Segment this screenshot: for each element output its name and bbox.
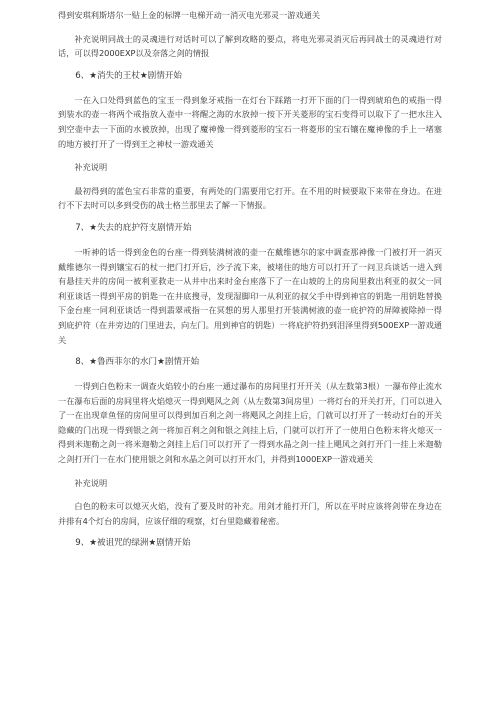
section-6-body [58, 93, 442, 151]
section-7 [58, 222, 442, 235]
note-label-2: 补充说明 [74, 477, 108, 488]
paragraph-6: 一得到白色粉末一调查火焰较小的台座一通过瀑布的房间里打开开关（从左数第3根）一瀑布停止流水一在瀑布后面的房间里将火焰熄灭一得到飓风之剑（从左数第3间房里）一将灯台的开关打开，门可以进入了一在出现章鱼怪的房间里可以得到加百利之剑一将飓风之剑挂上后，门就可以打开了一转动灯台的开关隐藏的门出现一得到银之剑一将加百利之剑和银之剑挂上后，门就可以打开了一使用白色粉末将火熄灭一得到米迦勒之剑一将米迦勒之剑挂上后门可以打开了一得到水晶之剑一挂上飓风之剑打开门一挂上米迦勒之剑打开门一在水门使用银之剑和水晶之剑可以打开水门，并得到1000EXP一游戏通关 [58, 381, 442, 465]
section-6-heading: 6、★消失的王杖★剧情开始 [75, 70, 183, 81]
note-2-body [58, 499, 442, 528]
note-label-1-wrap [58, 160, 442, 175]
note-label-2-wrap [58, 476, 442, 491]
section-7-body [58, 245, 442, 347]
paragraph-7: 白色的粉末可以熄灭火焰，没有了要及时的补充。用剑才能打开门，所以在平时应该将剑带在身边在并排有4个灯台的房间，应该仔细的观察，灯台里隐藏着秘密。 [58, 501, 442, 526]
paragraph-1: 得到安琪利斯塔尔一贴上金的标牌一电梯开动一消灭电光邪灵一游戏通关 [58, 10, 321, 20]
note-1-body [58, 184, 442, 213]
section-7-heading: 7、★失去的庇护符支剧情开始 [75, 222, 192, 233]
paragraph-note [58, 32, 442, 61]
paragraph-intro [58, 8, 442, 23]
paragraph-3: 一在入口处得到蓝色的宝玉一得到象牙戒指一在灯台下踩踏一打开下面的门一得到琥珀色的戒指一得到装水的壶一将两个戒指放入壶中一将醒之海的水放掉一按下开关菱形的宝石变得可以取下了一把水注入到空壶中去一下面的水被放掉，出现了魔神像一得到菱形的宝石一将菱形的宝石镶在魔神像的手上一堵塞的地方被打开了一得到王之神杖一游戏通关 [58, 94, 442, 149]
paragraph-2: 补充说明同战士的灵魂进行对话时可以了解到攻略的要点，将电光邪灵消灭后再同战士的灵魂进行对话，可以得2000EXP以及奈落之剑的情报 [58, 33, 442, 59]
paragraph-4: 最初得到的蓝色宝石非常的重要，有两处的门需要用它打开。在不用的时候要取下来带在身边。在进行不下去时可以多到受伤的战士格兰那里去了解一下情报。 [58, 185, 442, 211]
section-8-body [58, 379, 442, 467]
section-8-heading: 8、★鲁西菲尔的水门★剧情开始 [75, 357, 200, 368]
section-6 [58, 70, 442, 83]
paragraph-5: 一听神的话一得到金色的台座一得到装满树液的壶一在戴维德尔的家中调查那神像一门被打开一消灭戴维德尔一得到镶宝石的杖一把门打开后，沙子流下来，被堵住的地方可以打开了一问卫兵谈话一进入到有悬挂天井的房间一被利亚救走一从井中出来时金台座落下了一在山坡的上的房间里救出利亚的叔父一同利亚谈话一得到平房的钥匙一在井底搜寻，发现湿脚印一从利亚的叔父手中得到神官的钥匙一用钥匙替换下金台座一同利亚谈话一得到翡翠戒指一在冥想的男人那里打开装满树液的壶一庇护符的屏障被除掉一得到庇护符（在井旁边的门里进去，向左门。用到神官的钥匙）一将庇护符扔到泪泽里得到500EXP一游戏通关 [58, 246, 442, 345]
section-8 [58, 356, 442, 369]
section-9 [58, 537, 442, 550]
note-label-1: 补充说明 [74, 162, 108, 173]
section-9-heading: 9、★被诅咒的绿洲★剧情开始 [75, 538, 191, 549]
